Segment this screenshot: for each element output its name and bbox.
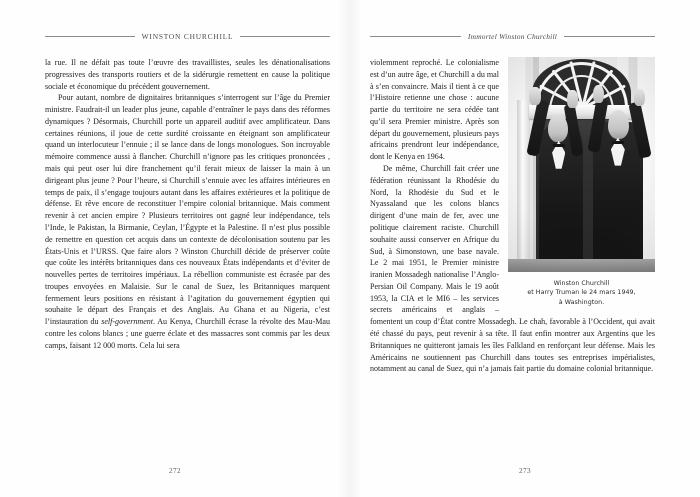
folio-left: 272 [169, 467, 181, 475]
running-head-rule-left [370, 36, 461, 37]
photograph-image [508, 57, 655, 272]
figure-caption [508, 279, 655, 307]
running-head-rule-right [240, 36, 330, 37]
body-text-left [45, 57, 330, 352]
page-right [350, 0, 700, 497]
paragraph: violemment reproché. Le colonialisme est d’un autre âge, et Churchill a du mal à s’en convaincre. Mais il tient à ce que l’Histoire retienne une chose : aucune partie du territoire ne sera cédée tant qu’il sera Premier ministre. Après son départ du gouvernement, plusieurs pays africains prendront leur indépendance, dont le Kenya en 1964. [370, 58, 499, 162]
paragraph: la rue. Il ne défait pas toute l’œuvre des travaillistes, seules les dénationalisations progressives des transports routiers et de la sidérurgie remettent en cause la politique sociale et économique du précédent gouvernement. [45, 58, 330, 91]
photo-vignette [508, 57, 655, 272]
italic-term: self-government [101, 317, 154, 327]
running-head-rule-right [564, 36, 655, 37]
caption-line-3: à Washington. [558, 298, 605, 306]
running-head-right [370, 30, 655, 42]
running-head-rule-left [45, 36, 135, 37]
folio-right: 273 [519, 467, 531, 475]
caption-line-2: et Harry Truman le 24 mars 1949, [527, 289, 636, 297]
running-head-text: Immortel Winston Churchill [467, 31, 558, 41]
paragraph-part-1: Pour autant, nombre de dignitaires britanniques s’interrogent sur l’âge du Premier ministre. Faudrait-il un leader plus jeune, capable d’entraîner le pays dans des réformes dynamiques ? Désormais, Churchill porte un appareil auditif avec amplificateur. Dans certaines réunions, il joue de cette surdité croissante en éteignant son amplificateur quand un interlocuteur l’ennuie ; il se lance dans de longs monologues. Son incroyable mémoire commence aussi à flancher. Churchill n’ignore pas les critiques prononcées , mais qui peut oser lui dire franchement qu’il ferait mieux de laisser la main à un dirigeant plus jeune ? Pour l’heure, si Churchill s’ennuie avec les affaires intérieures en temps de paix, il s’engage toujours autant dans les affaires extérieures et la politique de défense. Et rêve encore de reconstituer l’empire colonial britannique. Mais comment revenir à cet ancien empire ? Plusieurs territoires ont gagné leur indépendance, tels l’Inde, le Pakistan, la Birmanie, Ceylan, l’Égypte et la Palestine. Il n’est plus possible de remettre en question cet acquis dans un contexte de décolonisation soutenu par les États-Unis et l’URSS. Que faire alors ? Winston Churchill décide de préserver coûte que coûte les intérêts britanniques dans ces nouveaux États indépendants et d’éviter de nouvelles pertes de territoires impériaux. La rébellion communiste est écrasée par des troupes envoyées en Malaisie. Sur le canal de Suez, les Britanniques marquent fermement leurs positions en résistant à l’agitation du gouvernement égyptien qui souhaite le départ des Français et des Anglais. Au Ghana et au Nigeria, c’est l’instauration du [45, 93, 330, 327]
running-head-text: WINSTON CHURCHILL [141, 31, 234, 41]
paragraph-part-2: . Au Kenya, Churchill écrase la révolte des Mau-Mau contre les colons blancs ; une guerre éclate et des massacres sont commis par les deux camps, faisant 12 000 morts. Cela lui sera [45, 317, 330, 350]
paragraph: De même, Churchill fait créer une fédération réunissant la Rhodésie du Nord, la Rhodésie du Sud et le Nyassaland que les colons blancs dirigent d’une main de fer, avec une politique clairement raciste. Churchill souhaite aussi conserver en Afrique du Sud, à Simonstown, une base navale. Le 2 mai 1951, le Premier ministre iranien Mossadegh nationalise l’Anglo-Persian Oil Company. Mais le 19 août 1953, la CIA et le MI6 – les services secrets américains et anglais – fomentent un coup d’État contre Mossadegh. Le chah, favorable à l’Occident, qui avait été chassé du pays, peut revenir à sa tête. Il faut enfin montrer aux Argentins que les Britanniques ne quitteront jamais les îles Falkland en renforçant leur défense. Mais les Américains ne soutiennent pas Churchill dans toutes ses entreprises impérialistes, notamment au canal de Suez, qui n’a jamais fait partie du domaine colonial britannique. [370, 164, 655, 374]
running-head-left [45, 30, 330, 42]
paragraph [45, 92, 330, 351]
figure-churchill-truman [508, 57, 655, 307]
caption-line-1: Winston Churchill [553, 280, 610, 287]
body-text-right [370, 57, 655, 375]
